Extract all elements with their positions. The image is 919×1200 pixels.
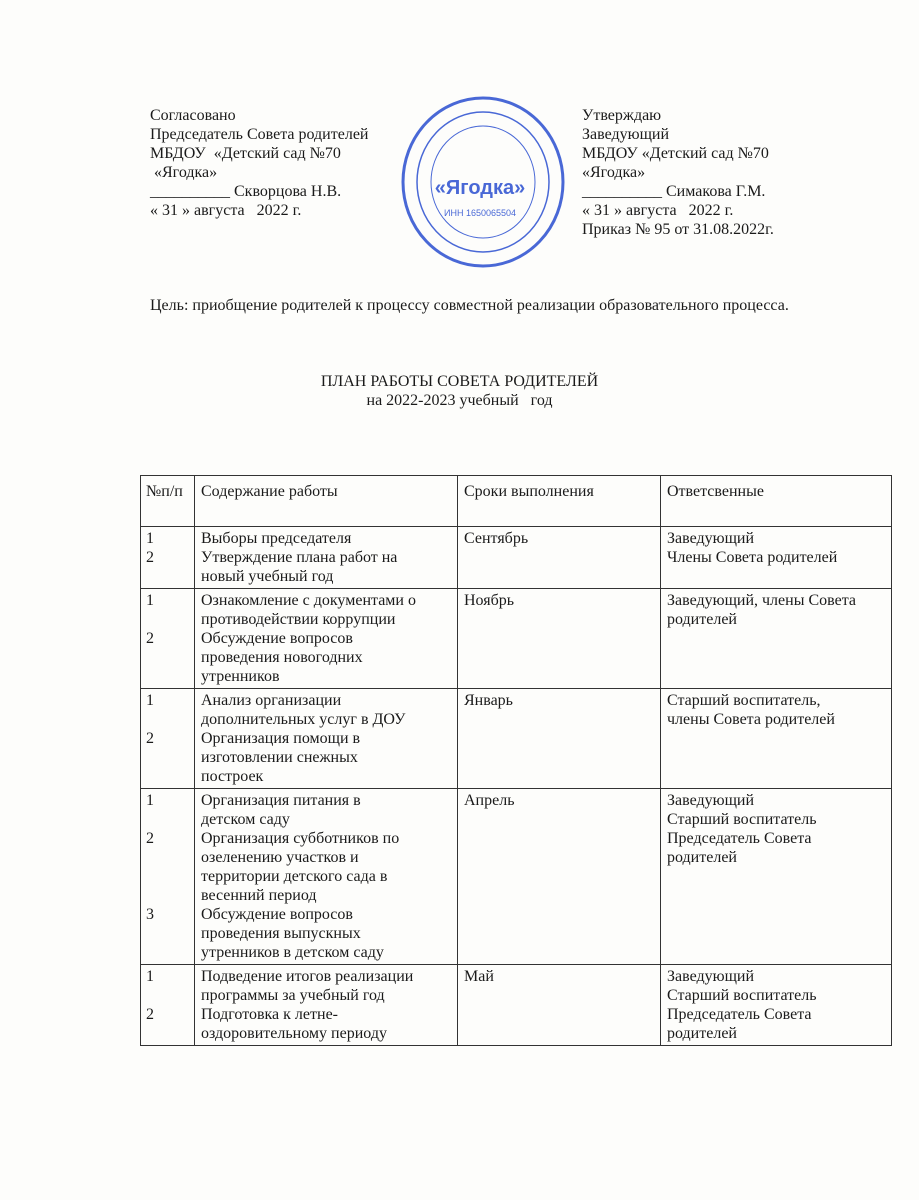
- row-content-line: оздоровительному периоду: [201, 1025, 387, 1042]
- table-row: [141, 965, 892, 1046]
- row-responsible: [661, 965, 892, 1046]
- row-content-line: изготовлении снежных: [201, 749, 358, 766]
- row-term-line: Сентябрь: [464, 530, 529, 547]
- row-content-line: Ознакомление с документами о: [201, 592, 416, 609]
- row-responsible: [661, 689, 892, 789]
- row-numbers-line: [146, 867, 188, 886]
- row-responsible-line: Заведующий: [667, 968, 755, 985]
- stamp-text: «Ягодка»: [434, 177, 526, 199]
- row-numbers-line: 2: [146, 549, 154, 566]
- row-responsible-line: Старший воспитатель: [667, 811, 817, 828]
- row-content-line: построек: [201, 768, 264, 785]
- header-responsible: Ответсвенные: [661, 476, 892, 527]
- approval-right: [582, 106, 774, 239]
- row-content-line: Анализ организации: [201, 692, 342, 709]
- row-term-line: Ноябрь: [464, 592, 515, 609]
- row-term-line: Апрель: [464, 792, 515, 809]
- row-numbers-line: [146, 848, 188, 867]
- row-numbers-line: [146, 986, 188, 1005]
- row-content-line: проведения новогодних: [201, 649, 363, 666]
- row-term-line: Январь: [464, 692, 513, 709]
- row-numbers-line: 3: [146, 906, 154, 923]
- row-numbers-line: 1: [146, 592, 154, 609]
- approval-line: МБДОУ «Детский сад №70: [150, 145, 341, 162]
- row-content-line: территории детского сада в: [201, 868, 388, 885]
- row-content-line: весенний период: [201, 887, 317, 904]
- row-term: [458, 689, 661, 789]
- row-responsible-line: Заведующий, члены Совета: [667, 592, 856, 609]
- row-content-line: утренников в детском саду: [201, 944, 384, 961]
- row-numbers: [141, 689, 195, 789]
- goal-text: Цель: приобщение родителей к процессу совместной реализации образовательного процесса.: [150, 297, 789, 314]
- row-numbers-line: 2: [146, 1006, 154, 1023]
- row-numbers: [141, 965, 195, 1046]
- row-numbers: [141, 789, 195, 965]
- header-term: Сроки выполнения: [458, 476, 661, 527]
- row-content: [195, 965, 458, 1046]
- row-content-line: проведения выпускных: [201, 925, 361, 942]
- header-number: №п/п: [141, 476, 195, 527]
- approval-left: [150, 106, 368, 220]
- row-content-line: детском саду: [201, 811, 290, 828]
- row-content-line: Обсуждение вопросов: [201, 906, 353, 923]
- signature-line: __________ Скворцова Н.В.: [150, 183, 342, 200]
- row-numbers: [141, 527, 195, 589]
- approval-line: МБДОУ «Детский сад №70: [582, 145, 769, 162]
- row-content: [195, 589, 458, 689]
- row-content: [195, 689, 458, 789]
- row-content-line: Подготовка к летне-: [201, 1006, 338, 1023]
- row-content-line: утренников: [201, 668, 280, 685]
- title-main: ПЛАН РАБОТЫ СОВЕТА РОДИТЕЛЕЙ: [320, 373, 599, 390]
- row-content-line: новый учебный год: [201, 568, 334, 585]
- document-title: [0, 372, 919, 410]
- row-content: [195, 789, 458, 965]
- row-content-line: Утверждение плана работ на: [201, 549, 398, 566]
- row-numbers-line: [146, 886, 188, 905]
- row-term-line: Май: [464, 968, 494, 985]
- row-term: [458, 965, 661, 1046]
- row-numbers-line: 2: [146, 730, 154, 747]
- row-numbers-line: 1: [146, 792, 154, 809]
- row-responsible-line: Председатель Совета: [667, 830, 812, 847]
- stamp-inn: ИНН 1650065504: [443, 208, 517, 218]
- row-responsible-line: члены Совета родителей: [667, 711, 835, 728]
- row-responsible-line: Члены Совета родителей: [667, 549, 838, 566]
- row-responsible: [661, 789, 892, 965]
- signature-line: __________ Симакова Г.М.: [582, 183, 766, 200]
- row-numbers-line: [146, 810, 188, 829]
- row-content-line: Подведение итогов реализации: [201, 968, 414, 985]
- row-content-line: Организация помощи в: [201, 730, 361, 747]
- official-stamp: [398, 94, 568, 269]
- row-content-line: Организация субботников по: [201, 830, 400, 847]
- row-numbers-line: 2: [146, 830, 154, 847]
- date-line: « 31 » августа 2022 г.: [582, 202, 734, 219]
- order-line: Приказ № 95 от 31.08.2022г.: [582, 221, 774, 238]
- row-numbers-line: [146, 610, 188, 629]
- row-responsible: [661, 527, 892, 589]
- plan-table: [140, 475, 892, 1046]
- row-responsible-line: родителей: [667, 611, 737, 628]
- row-content-line: озеленению участков и: [201, 849, 359, 866]
- row-numbers-line: 1: [146, 968, 154, 985]
- row-numbers-line: [146, 710, 188, 729]
- table-header-row: [141, 476, 892, 527]
- row-content: [195, 527, 458, 589]
- row-responsible-line: родителей: [667, 849, 737, 866]
- table-row: [141, 789, 892, 965]
- approval-line: Согласовано: [150, 107, 236, 124]
- row-content-line: дополнительных услуг в ДОУ: [201, 711, 406, 728]
- row-responsible-line: Заведующий: [667, 530, 755, 547]
- row-numbers-line: 1: [146, 692, 154, 709]
- row-content-line: Организация питания в: [201, 792, 361, 809]
- date-line: « 31 » августа 2022 г.: [150, 202, 302, 219]
- row-responsible-line: Старший воспитатель: [667, 987, 817, 1004]
- row-term: [458, 789, 661, 965]
- row-responsible-line: Заведующий: [667, 792, 755, 809]
- row-term: [458, 589, 661, 689]
- table-row: [141, 527, 892, 589]
- row-term: [458, 527, 661, 589]
- row-content-line: Выборы председателя: [201, 530, 352, 547]
- approval-line: «Ягодка»: [150, 164, 218, 181]
- row-content-line: противодействии коррупции: [201, 611, 396, 628]
- row-content-line: Обсуждение вопросов: [201, 630, 353, 647]
- approval-line: Председатель Совета родителей: [150, 126, 369, 143]
- row-numbers: [141, 589, 195, 689]
- row-responsible-line: Старший воспитатель,: [667, 692, 821, 709]
- row-numbers-line: 1: [146, 530, 154, 547]
- table-row: [141, 589, 892, 689]
- header-content: Содержание работы: [195, 476, 458, 527]
- table-row: [141, 689, 892, 789]
- row-responsible: [661, 589, 892, 689]
- approval-line: «Ягодка»: [582, 164, 646, 181]
- approval-line: Утверждаю: [582, 107, 662, 124]
- row-numbers-line: 2: [146, 630, 154, 647]
- row-responsible-line: Председатель Совета: [667, 1006, 812, 1023]
- approval-line: Заведующий: [582, 126, 670, 143]
- row-content-line: программы за учебный год: [201, 987, 385, 1004]
- title-sub: на 2022-2023 учебный год: [366, 392, 553, 409]
- row-responsible-line: родителей: [667, 1025, 737, 1042]
